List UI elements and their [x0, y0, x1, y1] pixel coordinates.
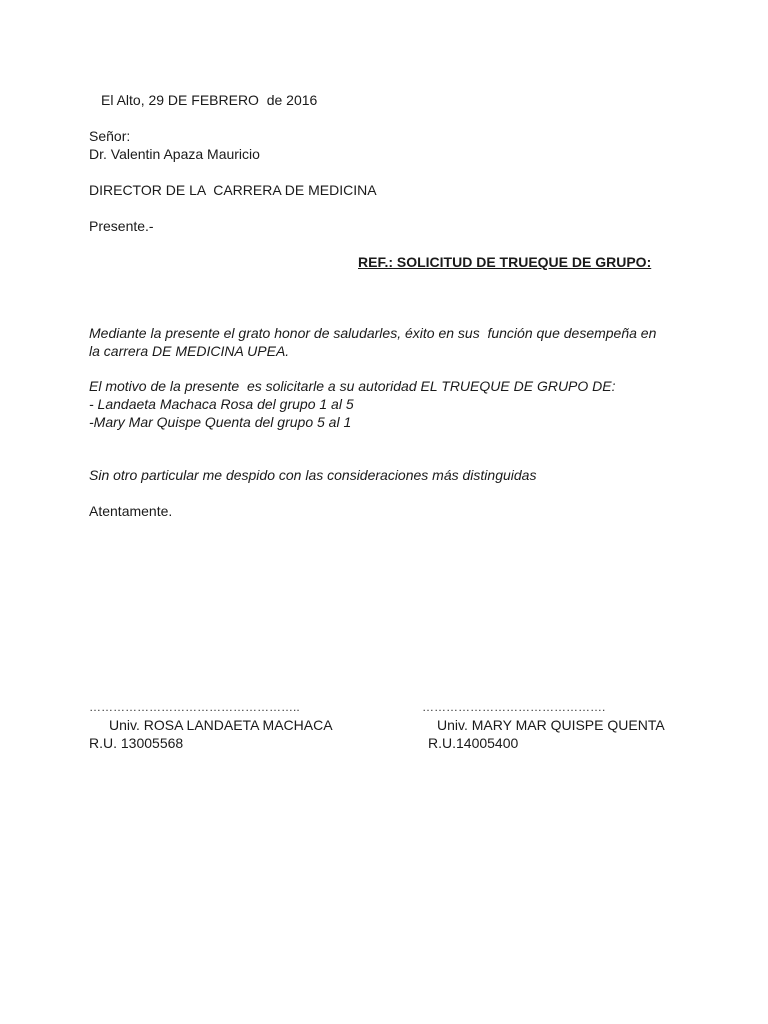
salutation: Señor: [89, 128, 131, 144]
list-item: - Landaeta Machaca Rosa del grupo 1 al 5 [89, 396, 354, 412]
reference-line: REF.: SOLICITUD DE TRUEQUE DE GRUPO: [358, 254, 652, 270]
recipient-title: DIRECTOR DE LA CARRERA DE MEDICINA [89, 182, 377, 198]
signature-line-left: …………………………………………….. [89, 700, 300, 714]
date-line: El Alto, 29 DE FEBRERO de 2016 [101, 92, 318, 108]
paragraph1-line1: Mediante la presente el grato honor de saludarles, éxito en sus función que desempeña en [89, 325, 657, 341]
closing-line: Sin otro particular me despido con las consideraciones más distinguidas [89, 467, 537, 483]
signer-ru-left: R.U. 13005568 [89, 735, 184, 751]
signer-ru-right: R.U.14005400 [428, 735, 519, 751]
signer-name-right: Univ. MARY MAR QUISPE QUENTA [437, 717, 665, 733]
paragraph1-line2: la carrera DE MEDICINA UPEA. [89, 343, 290, 359]
signature-line-right: ………………………………………. [422, 700, 606, 714]
paragraph2-line1: El motivo de la presente es solicitarle a su autoridad EL TRUEQUE DE GRUPO DE: [89, 378, 616, 394]
sign-off: Atentamente. [89, 503, 173, 519]
recipient-name: Dr. Valentin Apaza Mauricio [89, 146, 260, 162]
presente: Presente.- [89, 218, 154, 234]
signer-name-left: Univ. ROSA LANDAETA MACHACA [109, 717, 333, 733]
list-item: -Mary Mar Quispe Quenta del grupo 5 al 1 [89, 414, 352, 430]
